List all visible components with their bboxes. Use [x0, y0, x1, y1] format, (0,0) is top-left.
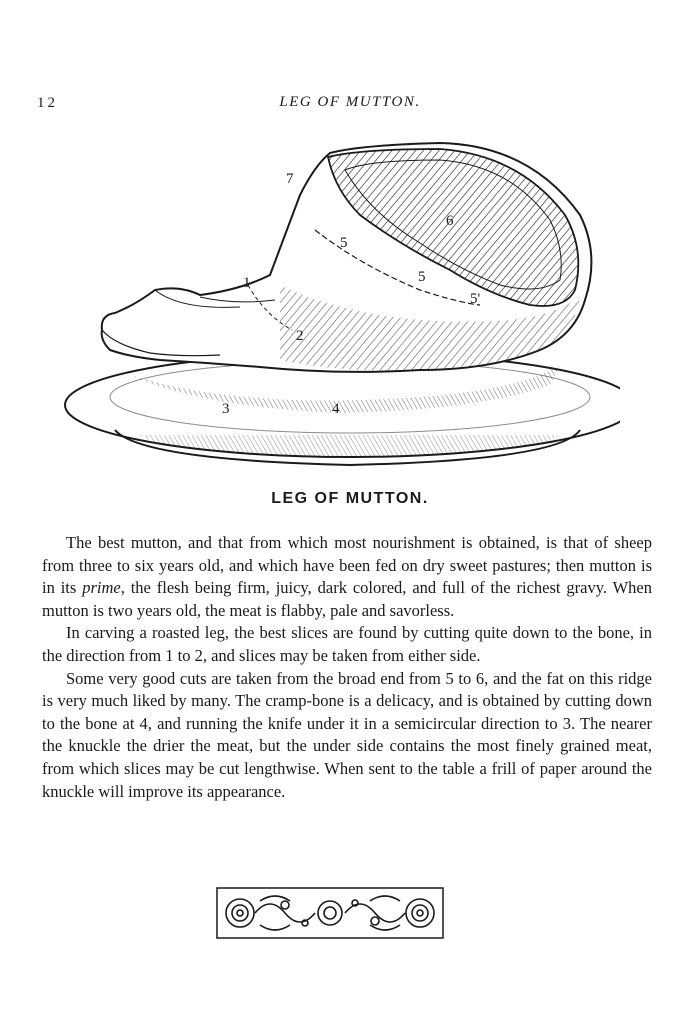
paragraph-1: The best mutton, and that from which most nourishment is obtained, is that of sheep from three to six years old, and which have been fed on dry sweet pastures; then mutton is in its prime, the flesh being firm, juicy, dark colored, and full of the richest gravy. When mutton is two years old, the meat is flabby, pale and savorless. [42, 533, 652, 620]
page-number: 12 [37, 95, 58, 111]
decorative-ornament [215, 883, 445, 943]
label-4: 4 [332, 401, 340, 417]
running-head: LEG OF MUTTON. [279, 94, 421, 110]
label-5b: 5 [418, 269, 426, 285]
label-3: 3 [222, 401, 230, 417]
label-1: 1 [243, 275, 251, 291]
label-6: 6 [446, 213, 454, 229]
mutton-leg [102, 143, 592, 372]
label-5c: 5' [470, 291, 481, 307]
label-7: 7 [286, 171, 294, 187]
figure-caption: LEG OF MUTTON. [271, 490, 429, 507]
paragraph-2: In carving a roasted leg, the best slices are found by cutting quite down to the bone, in the direction from 1 to 2, and slices may be taken from either side. [42, 623, 652, 665]
label-5a: 5 [340, 235, 348, 251]
paragraph-3: Some very good cuts are taken from the broad end from 5 to 6, and the fat on this ridge is very much liked by many. The cramp-bone is a delicacy, and is obtained by cutting down to the bone at 4, and running the knife under it in a semicircular direction to 3. The nearer the knuckle the drier the meat, but the under side contains the most finely grained meat, from which slices may be cut lengthwise. When sent to the table a frill of paper around the knuckle will improve its appearance. [42, 668, 652, 801]
label-2: 2 [296, 328, 304, 344]
body-text [42, 532, 652, 803]
leg-of-mutton-illustration [60, 135, 620, 470]
